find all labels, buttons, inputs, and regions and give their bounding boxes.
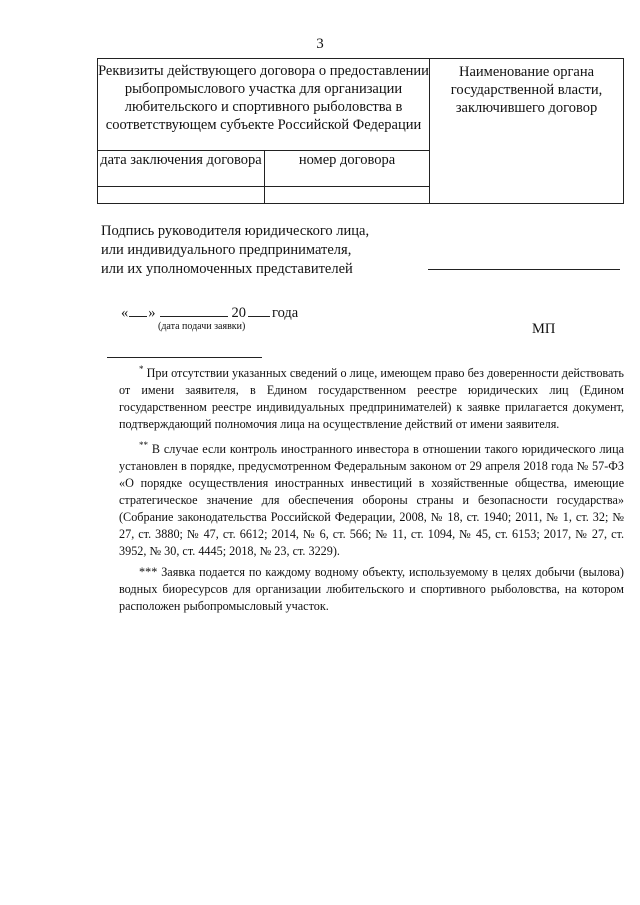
year-word: года <box>272 305 299 321</box>
column-contract-date: дата заключения договора <box>98 151 265 187</box>
month-blank <box>160 302 228 317</box>
contract-requisites-table <box>97 58 624 204</box>
open-quote: « <box>121 305 129 321</box>
date-caption: (дата подачи заявки) <box>158 321 246 332</box>
signature-label-line: или их уполномоченных представителей <box>101 261 353 277</box>
century-text: 20 <box>231 305 246 321</box>
close-quote: » <box>148 305 156 321</box>
footnote-1 <box>119 361 624 433</box>
day-blank <box>129 302 147 317</box>
page-number: 3 <box>316 36 324 52</box>
header-authority-name: Наименование органа государственной власти, заключившего договор <box>430 59 624 204</box>
stamp-label: МП <box>532 321 556 337</box>
signature-line <box>428 269 620 270</box>
footnote-text: При отсутствии указанных сведений о лице, имеющем право без доверенности действовать от имени заявителя, в Едином государственном реестре юридических лиц (Едином государственном реестре индивидуальных предпринимателей) к заявке прилагается документ, подтверждающий полномочия лица на осуществление действий от имени заявителя. <box>119 366 624 432</box>
application-date <box>121 302 298 322</box>
signature-label-line: Подпись руководителя юридического лица, <box>101 223 370 239</box>
signature-label <box>101 222 369 279</box>
table-header-row <box>98 59 624 151</box>
footnote-mark: *** <box>139 565 158 580</box>
cell-contract-number <box>265 187 430 204</box>
signature-label-line: или индивидуального предпринимателя, <box>101 242 352 258</box>
footnote-text: Заявка подается по каждому водному объекту, используемому в целях добычи (вылова) водных биоресурсов для организации любительского и спортивного рыболовства, на котором расположен рыбопромысловый участок. <box>119 565 624 614</box>
year-blank <box>248 302 270 317</box>
footnote-separator <box>107 357 262 358</box>
footnotes <box>119 361 624 619</box>
footnote-2 <box>119 437 624 560</box>
header-contract-requisites: Реквизиты действующего договора о предоставлении рыбопромыслового участка для организации любительского и спортивного рыболовства в соответствующем субъекте Российской Федерации <box>98 59 430 151</box>
cell-contract-date <box>98 187 265 204</box>
column-contract-number: номер договора <box>265 151 430 187</box>
footnote-text: В случае если контроль иностранного инвестора в отношении такого юридического лица установлен в порядке, предусмотренном Федеральным законом от 29 апреля 2018 года № 57-ФЗ «О порядке осуществления иностранных инвестиций в хозяйственные общества, имеющие стратегическое значение для обеспечения обороны страны и безопасности государства» (Собрание законодательства Российской Федерации, 2008, № 18, ст. 1940; 2011, № 1, ст. 32; № 27, ст. 3880; № 47, ст. 6612; 2014, № 6, ст. 566; № 11, ст. 1094, № 45, ст. 6153; 2017, № 27, ст. 3952, № 30, ст. 4445; 2018, № 23, ст. 3229). <box>119 442 624 559</box>
footnote-mark: * <box>139 364 144 374</box>
footnote-mark: ** <box>139 440 148 451</box>
footnote-3 <box>119 564 624 615</box>
